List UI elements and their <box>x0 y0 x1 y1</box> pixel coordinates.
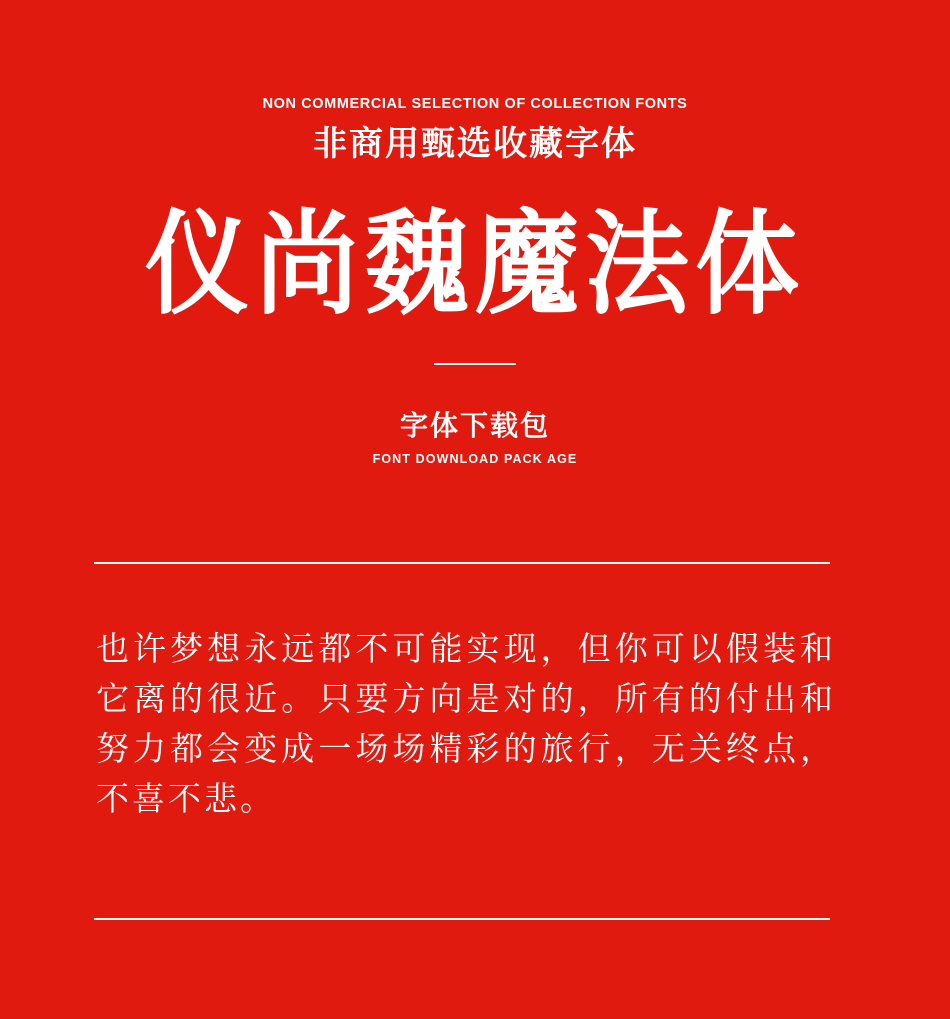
font-display-name: 仪尚魏魔法体 <box>144 197 805 330</box>
divider-short <box>434 363 516 365</box>
eyebrow-text: NON COMMERCIAL SELECTION OF COLLECTION FONTS <box>262 96 688 112</box>
download-pack-subtitle: FONT DOWNLOAD PACK AGE <box>372 451 578 466</box>
page-title: 非商用甄选收藏字体 <box>313 125 637 164</box>
divider-bottom <box>94 918 830 920</box>
download-pack-title: 字体下载包 <box>399 410 550 442</box>
header-block <box>0 0 950 166</box>
divider-top <box>94 562 830 564</box>
download-pack-block <box>0 409 950 466</box>
sample-paragraph: 也许梦想永远都不可能实现，但你可以假装和它离的很近。只要方向是对的，所有的付出和努力都会变成一场场精彩的旅行，无关终点，不喜不悲。 <box>96 629 836 818</box>
